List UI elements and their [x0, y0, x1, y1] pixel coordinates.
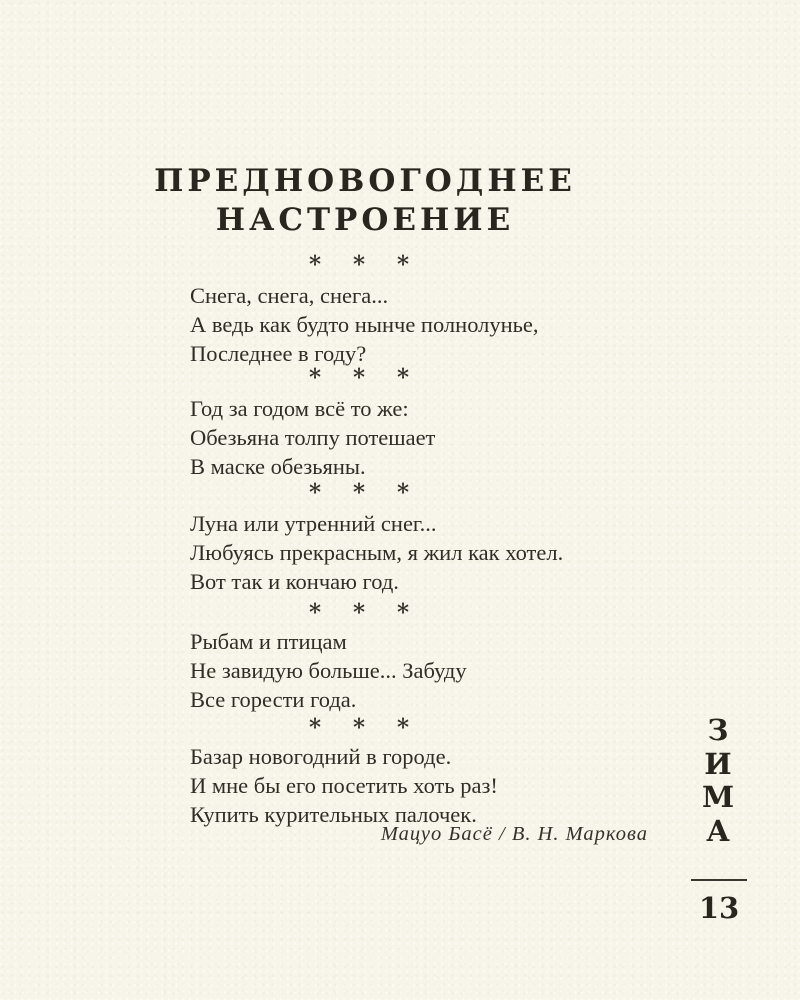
chapter-title: [150, 162, 580, 240]
season-letter: А: [706, 813, 730, 848]
chapter-title-line1: ПРЕДНОВОГОДНЕЕ: [154, 163, 576, 199]
poem-line: Любуясь прекрасным, я жил как хотел.: [190, 540, 564, 565]
page-number-rule: [691, 879, 747, 881]
season-letter: З: [707, 713, 729, 747]
stanza-separator: * * *: [308, 714, 422, 741]
haiku-stanza: [190, 281, 670, 368]
haiku-stanza: [190, 742, 670, 829]
poem-line: Все горести года.: [190, 687, 357, 712]
haiku-stanza: [190, 509, 670, 596]
poem-line: Обезьяна толпу потешает: [190, 425, 436, 450]
chapter-title-line2: НАСТРОЕНИЕ: [215, 202, 515, 238]
poem-line: Вот так и кончаю год.: [190, 569, 399, 594]
poem-line: Купить курительных палочек.: [190, 802, 477, 827]
stanza-separator: * * *: [308, 251, 422, 278]
season-letter: И: [704, 746, 732, 781]
poem-line: И мне бы его посетить хоть раз!: [190, 773, 498, 798]
poem-line: А ведь как будто нынче полнолунье,: [190, 312, 539, 337]
stanza-separator: * * *: [308, 479, 422, 506]
season-letter: М: [701, 780, 735, 814]
author-attribution: Мацуо Басё / В. Н. Маркова: [380, 823, 648, 845]
section-marker-vertical: [694, 714, 742, 848]
poem-line: Год за годом всё то же:: [190, 396, 409, 421]
poem-line: Не завидую больше... Забуду: [190, 658, 467, 683]
poem-line: В маске обезьяны.: [190, 454, 366, 479]
poem-line: Снега, снега, снега...: [190, 283, 389, 308]
stanza-separator: * * *: [308, 599, 422, 626]
poem-line: Базар новогодний в городе.: [190, 744, 452, 769]
poem-line: Рыбам и птицам: [190, 629, 347, 654]
stanza-separator: * * *: [308, 364, 422, 391]
haiku-stanza: [190, 627, 670, 714]
poem-line: Последнее в году?: [190, 341, 367, 366]
page-number: 13: [698, 891, 740, 925]
haiku-stanza: [190, 394, 670, 481]
poem-line: Луна или утренний снег...: [190, 511, 437, 536]
